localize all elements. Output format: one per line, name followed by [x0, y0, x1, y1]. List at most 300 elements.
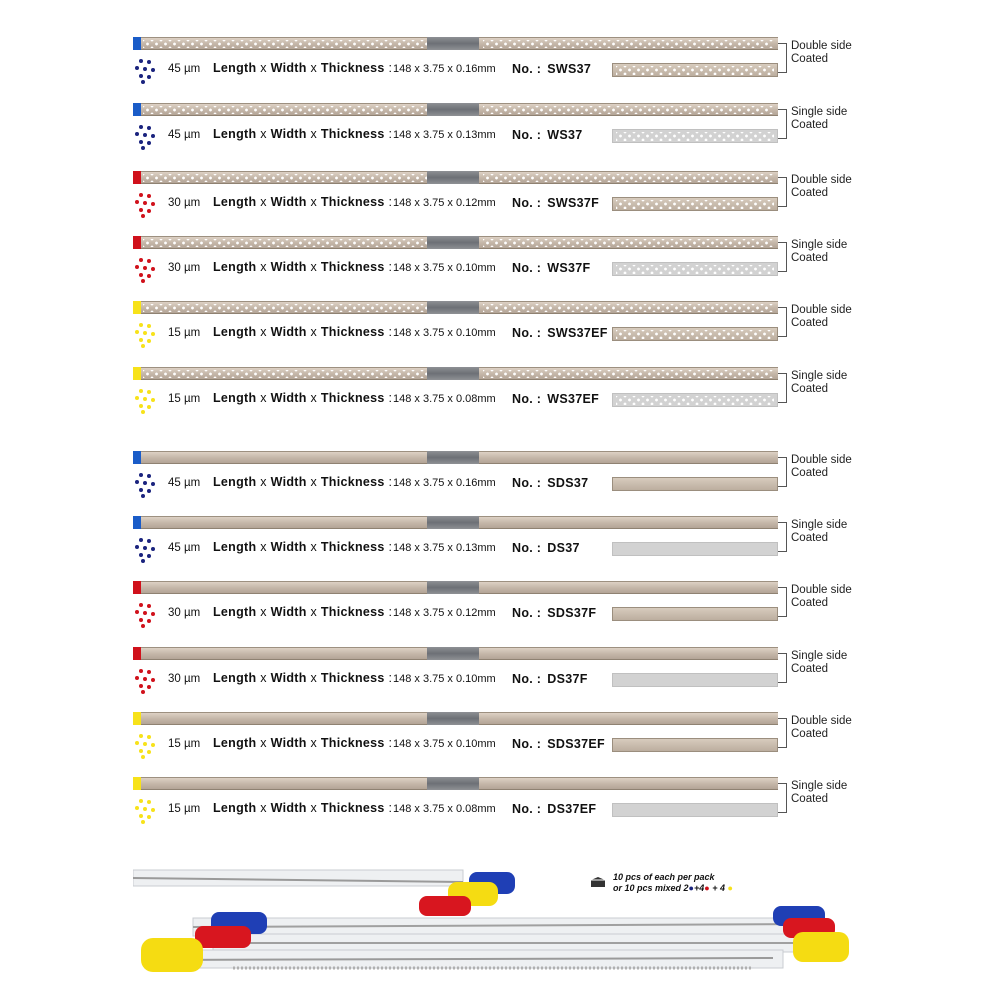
- coat-bracket: [778, 653, 787, 683]
- product-row: [0, 448, 1000, 510]
- strip-center: [427, 367, 479, 380]
- grit-dot: [135, 330, 139, 334]
- grit-dot: [147, 685, 151, 689]
- coat-line-1: Double side: [791, 454, 852, 466]
- product-code: [512, 128, 583, 142]
- strip-sample: [612, 542, 778, 556]
- code-value: SDS37EF: [547, 737, 605, 751]
- label-thickness: Thickness: [320, 540, 385, 554]
- grit-dot: [139, 553, 143, 557]
- product-row: [0, 233, 1000, 295]
- dimensions: 148 x 3.75 x 0.10mm: [393, 327, 496, 339]
- grit-size: 15 µm: [168, 738, 201, 750]
- strip-sample: [612, 327, 778, 341]
- dimensions: 148 x 3.75 x 0.13mm: [393, 129, 496, 141]
- strip-holes: [143, 40, 427, 48]
- code-value: DS37EF: [547, 802, 597, 816]
- grit-dot: [147, 670, 151, 674]
- grit-dot: [139, 799, 143, 803]
- label-width: Width: [270, 391, 307, 405]
- grit-dots-icon: [133, 57, 157, 81]
- label-width: Width: [270, 475, 307, 489]
- x-sep: x: [310, 325, 318, 339]
- dimensions: 148 x 3.75 x 0.10mm: [393, 262, 496, 274]
- grit-dot: [151, 202, 155, 206]
- grit-dot: [141, 146, 145, 150]
- product-code: [512, 606, 596, 620]
- grit-dot: [151, 398, 155, 402]
- coat-line-2: Coated: [791, 597, 829, 609]
- grit-size: 30 µm: [168, 607, 201, 619]
- code-value: WS37: [547, 128, 583, 142]
- product-row: [0, 168, 1000, 230]
- pack-info: [613, 872, 733, 894]
- dimensions: 148 x 3.75 x 0.12mm: [393, 197, 496, 209]
- grit-dot: [147, 339, 151, 343]
- grit-dot: [139, 125, 143, 129]
- strip-sample: [612, 673, 778, 687]
- grit-dot: [143, 742, 147, 746]
- grit-dot: [139, 669, 143, 673]
- colon: :: [388, 325, 393, 339]
- coat-line-2: Coated: [791, 793, 829, 805]
- dimensions: 148 x 3.75 x 0.16mm: [393, 63, 496, 75]
- label-thickness: Thickness: [320, 325, 385, 339]
- grit-dot: [139, 208, 143, 212]
- strip-sample: [612, 477, 778, 491]
- product-row: [0, 709, 1000, 771]
- coat-label: [791, 304, 852, 330]
- grit-dot: [151, 267, 155, 271]
- grit-dot: [151, 612, 155, 616]
- product-code: [512, 62, 591, 76]
- dims-label: [213, 61, 392, 75]
- grit-dot: [143, 331, 147, 335]
- color-tip: [133, 451, 141, 464]
- strip-image: [133, 236, 778, 249]
- color-tip: [133, 516, 141, 529]
- grit-dot: [147, 750, 151, 754]
- strip-image: [133, 581, 778, 594]
- grit-dot: [135, 480, 139, 484]
- grit-dot: [135, 676, 139, 680]
- colon: :: [388, 801, 393, 815]
- coat-line-1: Single side: [791, 239, 848, 251]
- label-length: Length: [213, 61, 257, 75]
- strip-center: [427, 516, 479, 529]
- label-length: Length: [213, 540, 257, 554]
- grit-size: 45 µm: [168, 63, 201, 75]
- label-length: Length: [213, 391, 257, 405]
- code-value: DS37: [547, 541, 580, 555]
- strip-center: [427, 712, 479, 725]
- grit-dot: [151, 678, 155, 682]
- grit-dot: [143, 611, 147, 615]
- pack-plus-4a: +4: [693, 883, 705, 893]
- coat-line-1: Double side: [791, 40, 852, 52]
- product-code: [512, 541, 580, 555]
- colon: :: [388, 671, 393, 685]
- strip-image: [133, 777, 778, 790]
- coat-label: [791, 780, 847, 806]
- coat-line-2: Coated: [791, 663, 829, 675]
- product-code: [512, 737, 605, 751]
- dims-label: [213, 475, 392, 489]
- sample-holes: [616, 265, 774, 274]
- strip-image: [133, 516, 778, 529]
- label-thickness: Thickness: [320, 61, 385, 75]
- grit-dot: [139, 814, 143, 818]
- coat-label: [791, 239, 847, 265]
- grit-dot: [147, 554, 151, 558]
- grit-dot: [141, 410, 145, 414]
- grit-dots-icon: [133, 536, 157, 560]
- strip-center: [427, 236, 479, 249]
- x-sep: x: [260, 127, 267, 141]
- grit-size: 30 µm: [168, 262, 201, 274]
- coat-bracket: [778, 457, 787, 487]
- no-label: No. :: [512, 62, 542, 76]
- grit-dot: [135, 806, 139, 810]
- coat-label: [791, 174, 852, 200]
- grit-dot: [147, 209, 151, 213]
- grit-dot: [147, 815, 151, 819]
- coat-line-1: Double side: [791, 304, 852, 316]
- product-code: [512, 802, 596, 816]
- strip-sample: [612, 197, 778, 211]
- label-length: Length: [213, 671, 257, 685]
- sample-holes: [616, 330, 774, 339]
- label-thickness: Thickness: [320, 736, 385, 750]
- no-label: No. :: [512, 802, 542, 816]
- grit-dot: [147, 324, 151, 328]
- code-value: SWS37EF: [547, 326, 608, 340]
- x-sep: x: [310, 736, 318, 750]
- grit-dot: [141, 80, 145, 84]
- x-sep: x: [260, 736, 267, 750]
- label-thickness: Thickness: [320, 801, 385, 815]
- x-sep: x: [310, 671, 318, 685]
- grit-dot: [147, 800, 151, 804]
- grit-dot: [141, 559, 145, 563]
- strip-image: [133, 301, 778, 314]
- grit-dot: [147, 539, 151, 543]
- grit-dot: [151, 482, 155, 486]
- label-width: Width: [270, 801, 307, 815]
- sample-holes: [616, 396, 774, 405]
- grit-dots-icon: [133, 191, 157, 215]
- coat-label: [791, 519, 847, 545]
- x-sep: x: [310, 260, 318, 274]
- coat-bracket: [778, 718, 787, 748]
- coat-line-2: Coated: [791, 532, 829, 544]
- no-label: No. :: [512, 541, 542, 555]
- grit-dot: [135, 66, 139, 70]
- grit-dot: [139, 59, 143, 63]
- coat-line-1: Double side: [791, 174, 852, 186]
- strip-sample: [612, 129, 778, 143]
- strip-image: [133, 171, 778, 184]
- pack-line-1: 10 pcs of each per pack: [613, 872, 715, 882]
- grit-dot: [147, 474, 151, 478]
- colon: :: [388, 127, 393, 141]
- code-value: WS37EF: [547, 392, 600, 406]
- grit-dot: [147, 126, 151, 130]
- dims-label: [213, 671, 392, 685]
- product-row: [0, 298, 1000, 360]
- code-value: SDS37F: [547, 606, 597, 620]
- dimensions: 148 x 3.75 x 0.12mm: [393, 607, 496, 619]
- label-length: Length: [213, 801, 257, 815]
- strip-image: [133, 451, 778, 464]
- grit-dot: [139, 538, 143, 542]
- product-photo: [133, 868, 853, 993]
- grit-dots-icon: [133, 471, 157, 495]
- grit-size: 45 µm: [168, 477, 201, 489]
- strip-image: [133, 37, 778, 50]
- grit-dot: [135, 265, 139, 269]
- x-sep: x: [310, 475, 318, 489]
- strip-center: [427, 37, 479, 50]
- colon: :: [388, 260, 393, 274]
- grit-dot: [147, 735, 151, 739]
- x-sep: x: [260, 61, 267, 75]
- coat-label: [791, 40, 852, 66]
- product-row: [0, 364, 1000, 426]
- color-tip: [133, 37, 141, 50]
- grit-dot: [143, 67, 147, 71]
- grit-dots-icon: [133, 601, 157, 625]
- grit-dots-icon: [133, 387, 157, 411]
- label-thickness: Thickness: [320, 127, 385, 141]
- grit-dot: [151, 134, 155, 138]
- label-thickness: Thickness: [320, 260, 385, 274]
- grit-size: 45 µm: [168, 129, 201, 141]
- strip-image: [133, 103, 778, 116]
- coat-line-1: Single side: [791, 519, 848, 531]
- grit-dot: [139, 603, 143, 607]
- grit-dot: [147, 405, 151, 409]
- grit-dot: [139, 404, 143, 408]
- red-dot-icon: ●: [704, 883, 710, 893]
- code-value: WS37F: [547, 261, 591, 275]
- product-code: [512, 196, 599, 210]
- color-tip: [133, 367, 141, 380]
- strip-holes: [483, 239, 774, 247]
- product-row: [0, 100, 1000, 162]
- color-tip: [133, 301, 141, 314]
- grit-dot: [151, 332, 155, 336]
- coat-line-2: Coated: [791, 467, 829, 479]
- strip-sample: [612, 607, 778, 621]
- colon: :: [388, 195, 393, 209]
- dims-label: [213, 540, 392, 554]
- strip-holes: [143, 106, 427, 114]
- strip-sample: [612, 738, 778, 752]
- dimensions: 148 x 3.75 x 0.16mm: [393, 477, 496, 489]
- coat-bracket: [778, 373, 787, 403]
- x-sep: x: [260, 540, 267, 554]
- grit-dot: [147, 274, 151, 278]
- coat-bracket: [778, 783, 787, 813]
- coat-bracket: [778, 242, 787, 272]
- grit-dot: [147, 619, 151, 623]
- strip-center: [427, 647, 479, 660]
- strip-holes: [143, 239, 427, 247]
- grit-dot: [141, 214, 145, 218]
- label-thickness: Thickness: [320, 195, 385, 209]
- grit-dot: [143, 481, 147, 485]
- grit-dot: [139, 684, 143, 688]
- grit-dot: [143, 266, 147, 270]
- grit-dot: [147, 60, 151, 64]
- label-length: Length: [213, 605, 257, 619]
- grit-dot: [147, 259, 151, 263]
- grit-dot: [151, 68, 155, 72]
- product-row: [0, 578, 1000, 640]
- grit-dot: [143, 807, 147, 811]
- coat-label: [791, 584, 852, 610]
- grit-dot: [143, 133, 147, 137]
- grit-dot: [139, 273, 143, 277]
- coat-label: [791, 454, 852, 480]
- grit-size: 30 µm: [168, 197, 201, 209]
- colon: :: [388, 605, 393, 619]
- dims-label: [213, 736, 392, 750]
- pack-line-2-prefix: or 10 pcs mixed 2: [613, 883, 689, 893]
- no-label: No. :: [512, 737, 542, 751]
- x-sep: x: [260, 325, 267, 339]
- x-sep: x: [260, 605, 267, 619]
- grit-dot: [151, 808, 155, 812]
- product-row: [0, 34, 1000, 96]
- strip-center: [427, 171, 479, 184]
- strip-image: [133, 647, 778, 660]
- dims-label: [213, 391, 392, 405]
- strip-holes: [483, 370, 774, 378]
- dims-label: [213, 801, 392, 815]
- strip-image: [133, 367, 778, 380]
- coat-line-1: Single side: [791, 106, 848, 118]
- product-code: [512, 392, 599, 406]
- label-length: Length: [213, 260, 257, 274]
- color-tip: [133, 712, 141, 725]
- grit-dot: [139, 749, 143, 753]
- grit-dot: [139, 618, 143, 622]
- strip-holes: [483, 174, 774, 182]
- coat-bracket: [778, 522, 787, 552]
- sample-holes: [616, 66, 774, 75]
- x-sep: x: [260, 195, 267, 209]
- grit-dot: [135, 545, 139, 549]
- no-label: No. :: [512, 261, 542, 275]
- dimensions: 148 x 3.75 x 0.08mm: [393, 803, 496, 815]
- grit-dots-icon: [133, 732, 157, 756]
- grit-size: 45 µm: [168, 542, 201, 554]
- label-width: Width: [270, 540, 307, 554]
- coat-bracket: [778, 177, 787, 207]
- grit-dot: [139, 258, 143, 262]
- grit-dot: [151, 547, 155, 551]
- strip-holes: [143, 174, 427, 182]
- color-tip: [133, 171, 141, 184]
- colon: :: [388, 540, 393, 554]
- grit-dot: [141, 820, 145, 824]
- product-row: [0, 774, 1000, 836]
- grit-dot: [139, 473, 143, 477]
- colon: :: [388, 736, 393, 750]
- x-sep: x: [260, 475, 267, 489]
- dims-label: [213, 605, 392, 619]
- coat-bracket: [778, 43, 787, 73]
- strip-sample: [612, 803, 778, 817]
- label-thickness: Thickness: [320, 671, 385, 685]
- grit-dot: [141, 690, 145, 694]
- grit-dot: [135, 200, 139, 204]
- label-thickness: Thickness: [320, 391, 385, 405]
- coat-label: [791, 715, 852, 741]
- x-sep: x: [310, 127, 318, 141]
- label-length: Length: [213, 736, 257, 750]
- label-thickness: Thickness: [320, 605, 385, 619]
- product-row: [0, 513, 1000, 575]
- grit-dot: [143, 677, 147, 681]
- label-length: Length: [213, 475, 257, 489]
- grit-dots-icon: [133, 321, 157, 345]
- grit-dot: [147, 141, 151, 145]
- strip-center: [427, 451, 479, 464]
- grit-dot: [147, 390, 151, 394]
- no-label: No. :: [512, 196, 542, 210]
- label-width: Width: [270, 325, 307, 339]
- dims-label: [213, 195, 392, 209]
- coat-line-1: Double side: [791, 584, 852, 596]
- product-code: [512, 476, 588, 490]
- grit-size: 30 µm: [168, 673, 201, 685]
- coat-bracket: [778, 307, 787, 337]
- colon: :: [388, 475, 393, 489]
- grit-dot: [139, 389, 143, 393]
- label-thickness: Thickness: [320, 475, 385, 489]
- grit-dot: [143, 201, 147, 205]
- colon: :: [388, 391, 393, 405]
- grit-dot: [151, 743, 155, 747]
- grit-dot: [143, 546, 147, 550]
- x-sep: x: [310, 605, 318, 619]
- dimensions: 148 x 3.75 x 0.10mm: [393, 673, 496, 685]
- no-label: No. :: [512, 392, 542, 406]
- grit-size: 15 µm: [168, 803, 201, 815]
- strip-sample: [612, 262, 778, 276]
- grit-dots-icon: [133, 123, 157, 147]
- dims-label: [213, 260, 392, 274]
- coat-line-2: Coated: [791, 728, 829, 740]
- label-width: Width: [270, 736, 307, 750]
- x-sep: x: [310, 61, 318, 75]
- dimensions: 148 x 3.75 x 0.08mm: [393, 393, 496, 405]
- sample-holes: [616, 132, 774, 141]
- grit-dot: [139, 323, 143, 327]
- strip-center: [427, 581, 479, 594]
- grit-dot: [141, 624, 145, 628]
- label-width: Width: [270, 127, 307, 141]
- label-length: Length: [213, 127, 257, 141]
- coat-label: [791, 106, 847, 132]
- strip-holes: [483, 106, 774, 114]
- no-label: No. :: [512, 128, 542, 142]
- grit-dot: [141, 344, 145, 348]
- strip-sample: [612, 393, 778, 407]
